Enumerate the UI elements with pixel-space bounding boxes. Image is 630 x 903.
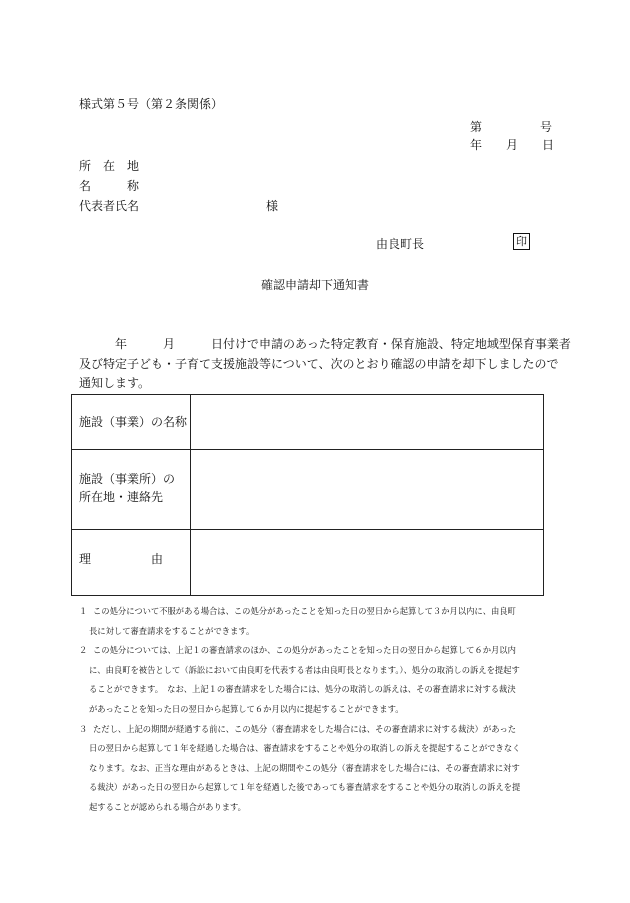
body-line: 及び特定子ども・子育て支援施設等について、次のとおり確認の申請を却下しましたので — [79, 356, 559, 371]
note-number: ２ — [79, 645, 88, 656]
table-row-label — [72, 395, 191, 449]
date-month: 月 — [506, 138, 519, 152]
note-line: ることができます。 なお、上記１の審査請求をした場合には、処分の取消しの訴えは、その審査請求に対する裁決 — [89, 684, 516, 695]
facility-name-label: 施設（事業）の名称 — [79, 415, 188, 429]
seal-stamp: 印 — [513, 233, 530, 250]
reason-label: 理 由 — [79, 552, 164, 566]
body-text — [79, 335, 571, 394]
document-number-suffix: 号 — [540, 120, 553, 134]
document-number — [470, 119, 553, 135]
note-line: る裁決）があった日の翌日から起算して１年を経過した後であっても審査請求をすることや処分の取消しの訴えを提 — [89, 782, 521, 793]
note-line: なります。なお、正当な理由があるときは、上記の期間やこの処分（審査請求をした場合には、その審査請求に対す — [89, 762, 520, 773]
table-row-label — [72, 530, 191, 595]
note-line: 長に対して審査請求をすることができます。 — [89, 625, 255, 636]
info-table — [71, 394, 544, 596]
table-row-facility-name — [72, 395, 543, 450]
note-line: この処分について不服がある場合は、この処分があったことを知った日の翌日から起算して３か月以内に、由良町 — [93, 606, 516, 616]
document-title: 確認申請却下通知書 — [260, 278, 369, 292]
document-number-prefix: 第 — [470, 120, 483, 134]
body-line: 通知します。 — [79, 376, 151, 390]
date-day: 日 — [542, 138, 555, 152]
addressee-location-label: 所 在 地 — [79, 159, 140, 173]
document-date — [470, 137, 555, 153]
date-year: 年 — [470, 138, 483, 152]
note-line: ただし、上記の期間が経過する前に、この処分（審査請求をした場合には、その審査請求に対する裁決）があった — [93, 723, 517, 734]
note-line: に、由良町を被告として（訴訟において由良町を代表する者は由良町長となります。）、処分の取消しの訴えを提起す — [89, 664, 520, 675]
table-row-facility-address — [72, 450, 543, 530]
note-item — [79, 602, 549, 641]
note-line: 起することが認められる場合があります。 — [89, 801, 246, 812]
table-row-reason — [72, 530, 543, 595]
note-line: があったことを知った日の翌日から起算して６か月以内に提起することができます。 — [89, 703, 404, 714]
note-line: 日の翌日から起算して１年を経過した場合は、審査請求をすることや処分の取消しの訴えを提起することができなく — [89, 743, 521, 754]
note-item — [79, 720, 549, 818]
issuer-title: 由良町長 — [376, 237, 425, 251]
note-item — [79, 641, 549, 719]
addressee-representative-label: 代表者氏名 — [79, 199, 140, 213]
note-line: この処分については、上記１の審査請求のほか、この処分があったことを知った日の翌日から起算して６か月以内 — [93, 645, 516, 656]
note-number: ３ — [79, 723, 88, 734]
facility-address-label-line2: 所在地・連絡先 — [79, 490, 164, 504]
form-number: 様式第５号（第２条関係） — [79, 97, 224, 111]
facility-address-label-line1: 施設（事業所）の — [79, 472, 176, 486]
note-number: １ — [79, 606, 88, 616]
addressee-name-label: 名 称 — [79, 179, 140, 193]
table-row-label — [72, 450, 191, 529]
notes-section — [79, 602, 549, 818]
addressee-honorific: 様 — [266, 199, 279, 213]
body-line: 年 月 日付けで申請のあった特定教育・保育施設、特定地域型保育事業者 — [79, 337, 571, 351]
